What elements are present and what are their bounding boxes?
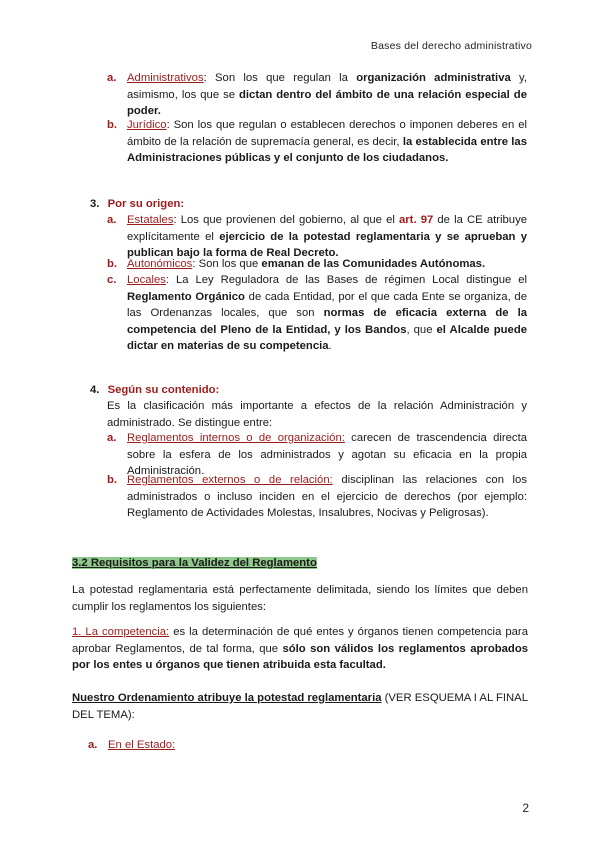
section-title: Según su contenido: [107, 384, 220, 396]
article-ref: art. 97 [399, 214, 434, 226]
bold-text: normas de eficacia externa de la competencia del Pleno de la Entidad, y los Bandos [127, 307, 528, 336]
term-reglamentos-externos: Reglamentos externos o de relación: [127, 474, 333, 486]
text: : Son los que regulan la [203, 72, 357, 84]
list-item-juridico [107, 117, 527, 167]
term-locales: Locales [127, 274, 166, 286]
text: de cada Entidad, por el que cada Ente se organiza, de las Ordenanzas locales, que son [127, 290, 527, 320]
bold-text: ejercicio de la potestad reglamentaria y se aprueban y publican bajo la forma de Real Decreto. [127, 230, 527, 260]
text: disciplinan las relaciones con los administrados o incluso inciden en el ejercicio de derechos (por ejemplo: Reglamento de Actividades Molestas, Insalubres, Nocivas y Peligrosas). [127, 474, 527, 520]
text: : Son los que regulan o establecen derechos o imponen deberes en el ámbito de la relación de supremacía general, es decir, [127, 119, 527, 148]
list-item-reglamentos-externos [107, 472, 527, 522]
term-en-el-estado: En el Estado: [108, 739, 176, 751]
section-3-heading [90, 196, 184, 213]
bold-text: Reglamento Orgánico [127, 290, 245, 303]
section-4-intro: Es la clasificación más importante a efectos de la relación Administración y administrado. Se distingue entre: [107, 400, 527, 429]
text: : La Ley Reguladora de las Bases de régimen Local distingue el [165, 274, 527, 286]
list-item-locales [107, 272, 528, 355]
bold-text: dictan dentro del ámbito de una relación especial de poder. [127, 88, 527, 118]
bold-text: la establecida entre las Administraciones públicas y el conjunto de los ciudadanos. [127, 135, 527, 165]
list-item-estatales [107, 212, 528, 262]
term-competencia: 1. La competencia: [72, 626, 170, 638]
term-juridico: Jurídico [127, 119, 167, 131]
bold-text: emanan de las Comunidades Autónomas. [261, 258, 486, 270]
list-item-administrativos [107, 70, 527, 120]
term-reglamentos-internos: Reglamentos internos o de organización: [127, 432, 345, 444]
text: . [328, 340, 332, 353]
text: : Son los que [192, 258, 262, 270]
list-marker: a. [107, 214, 117, 226]
list-marker: a. [107, 432, 117, 444]
list-marker: b. [107, 119, 118, 131]
section-3-2-title [72, 555, 317, 572]
highlighted-heading: 3.2 Requisitos para la Validez del Reglamento [72, 557, 317, 569]
list-item-autonomicos [107, 256, 527, 273]
section-number: 4. [90, 384, 100, 396]
bold-underlined-text: Nuestro Ordenamiento atribuye la potestad reglamentaria [72, 692, 382, 704]
bold-text: sólo son válidos los reglamentos aprobados por los entes u órganos que tienen atribuida esta facultad. [72, 642, 528, 672]
list-marker: b. [107, 258, 118, 270]
text: de la CE atribuye explícitamente el [127, 214, 528, 243]
list-marker: a. [88, 739, 98, 751]
text: : Los que provienen del gobierno, al que el [173, 214, 399, 226]
text: es la determinación de qué entes y órganos tienen competencia para aprobar Reglamentos, de tal forma, que [72, 626, 528, 655]
bold-text: organización administrativa [356, 72, 511, 84]
bold-text: el Alcalde puede dictar en materias de su competencia [127, 323, 528, 353]
section-3-2-intro: La potestad reglamentaria está perfectamente delimitada, siendo los límites que deben cumplir los reglamentos los siguientes: [72, 584, 528, 613]
text: carecen de trascendencia directa sobre la esfera de los administrados y agotan su eficacia en la propia Administración. [127, 432, 527, 478]
page-number: 2 [522, 801, 529, 815]
running-header: Bases del derecho administrativo [370, 40, 532, 52]
section-4-heading [90, 382, 219, 399]
section-title: Por su origen: [107, 198, 185, 210]
term-autonomicos: Autonómicos [127, 258, 193, 270]
section-number: 3. [90, 198, 100, 210]
list-marker: b. [107, 474, 118, 486]
competencia-paragraph [72, 624, 528, 674]
term-estatales: Estatales [127, 214, 174, 226]
term-administrativos: Administrativos [127, 72, 204, 84]
text: y, asimismo, los que se [127, 72, 527, 101]
text: , que [406, 323, 437, 336]
ordenamiento-paragraph [72, 690, 528, 723]
list-marker: a. [107, 72, 117, 84]
list-marker: c. [107, 274, 117, 286]
text: (VER ESQUEMA I AL FINAL DEL TEMA): [72, 692, 528, 721]
list-item-en-el-estado [88, 737, 508, 754]
